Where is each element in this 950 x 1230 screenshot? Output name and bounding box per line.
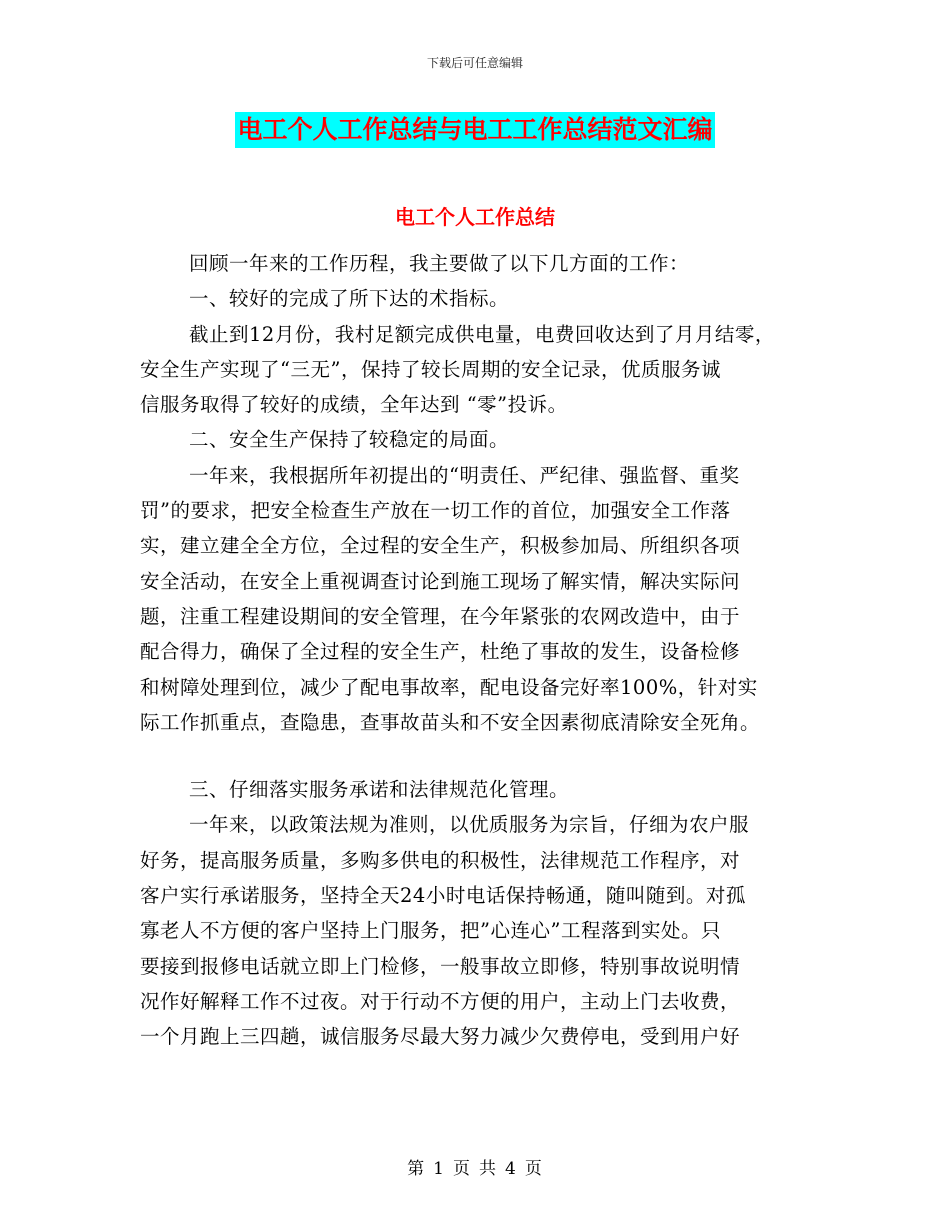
footer-page-number: 1 xyxy=(433,1159,445,1179)
paragraph-line: 配合得力，确保了全过程的安全生产，杜绝了事故的发生，设备检修 xyxy=(140,640,741,664)
paragraph-line: 客户实行承诺服务，坚持全天24小时电话保持畅通，随叫随到。对孤 xyxy=(140,884,746,908)
paragraph-line: 际工作抓重点，查隐患，查事故苗头和不安全因素彻底清除安全死角。 xyxy=(140,710,761,734)
paragraph-line: 截止到12月份，我村足额完成供电量，电费回收达到了月月结零， xyxy=(189,322,775,346)
paragraph-line: 安全生产实现了“三无”，保持了较长周期的安全记录，优质服务诚 xyxy=(140,357,721,381)
paragraph-line: 二、安全生产保持了较稳定的局面。 xyxy=(189,428,510,452)
footer-page-unit: 页 xyxy=(453,1159,471,1179)
paragraph-spacer xyxy=(140,740,820,772)
paragraph-line: 信服务取得了较好的成绩，全年达到 “零”投诉。 xyxy=(140,393,568,417)
paragraph-line: 实，建立建全全方位，全过程的安全生产，积极参加局、所组织各项 xyxy=(140,534,741,558)
paragraph-line: 题，注重工程建设期间的安全管理，在今年紧张的农网改造中，由于 xyxy=(140,604,741,628)
page-header-note: 下载后可任意编辑 xyxy=(426,56,523,70)
paragraph-line: 一年来，我根据所年初提出的“明责任、严纪律、强监督、重奖 xyxy=(189,463,740,487)
paragraph-line: 寡老人不方便的客户坚持上门服务，把”心连心”工程落到实处。只 xyxy=(140,919,721,943)
document-title-container xyxy=(0,112,950,148)
paragraph-line: 和树障处理到位，减少了配电事故率，配电设备完好率100%，针对实 xyxy=(140,675,758,699)
paragraph-line: 况作好解释工作不过夜。对于行动不方便的用户，主动上门去收费， xyxy=(140,989,741,1013)
document-title: 电工个人工作总结与电工工作总结范文汇编 xyxy=(235,112,714,148)
page-footer xyxy=(0,1154,950,1179)
paragraph-line: 罚”的要求，把安全检查生产放在一切工作的首位，加强安全工作落 xyxy=(140,499,731,523)
footer-total-unit: 页 xyxy=(524,1159,543,1179)
paragraph-line: 一年来，以政策法规为准则，以优质服务为宗旨，仔细为农户服 xyxy=(189,813,750,837)
section-title: 电工个人工作总结 xyxy=(395,205,555,229)
footer-page-word: 第 xyxy=(407,1159,426,1179)
paragraph-line: 一、较好的完成了所下达的术指标。 xyxy=(189,287,510,311)
paragraph-line: 回顾一年来的工作历程，我主要做了以下几方面的工作： xyxy=(189,252,690,275)
paragraph-line: 好务，提高服务质量，多购多供电的积极性，法律规范工作程序，对 xyxy=(140,848,741,872)
paragraph-line: 三、仔细落实服务承诺和法律规范化管理。 xyxy=(189,778,570,802)
footer-total-word: 共 xyxy=(479,1159,497,1179)
paragraph-line: 要接到报修电话就立即上门检修，一般事故立即修，特别事故说明情 xyxy=(140,954,741,978)
document-body xyxy=(140,246,820,1055)
paragraph-line: 安全活动，在安全上重视调查讨论到施工现场了解实情，解决实际问 xyxy=(140,569,741,593)
paragraph-line: 一个月跑上三四趟，诚信服务尽最大努力减少欠费停电，受到用户好 xyxy=(140,1025,741,1049)
footer-total-pages: 4 xyxy=(505,1159,517,1179)
